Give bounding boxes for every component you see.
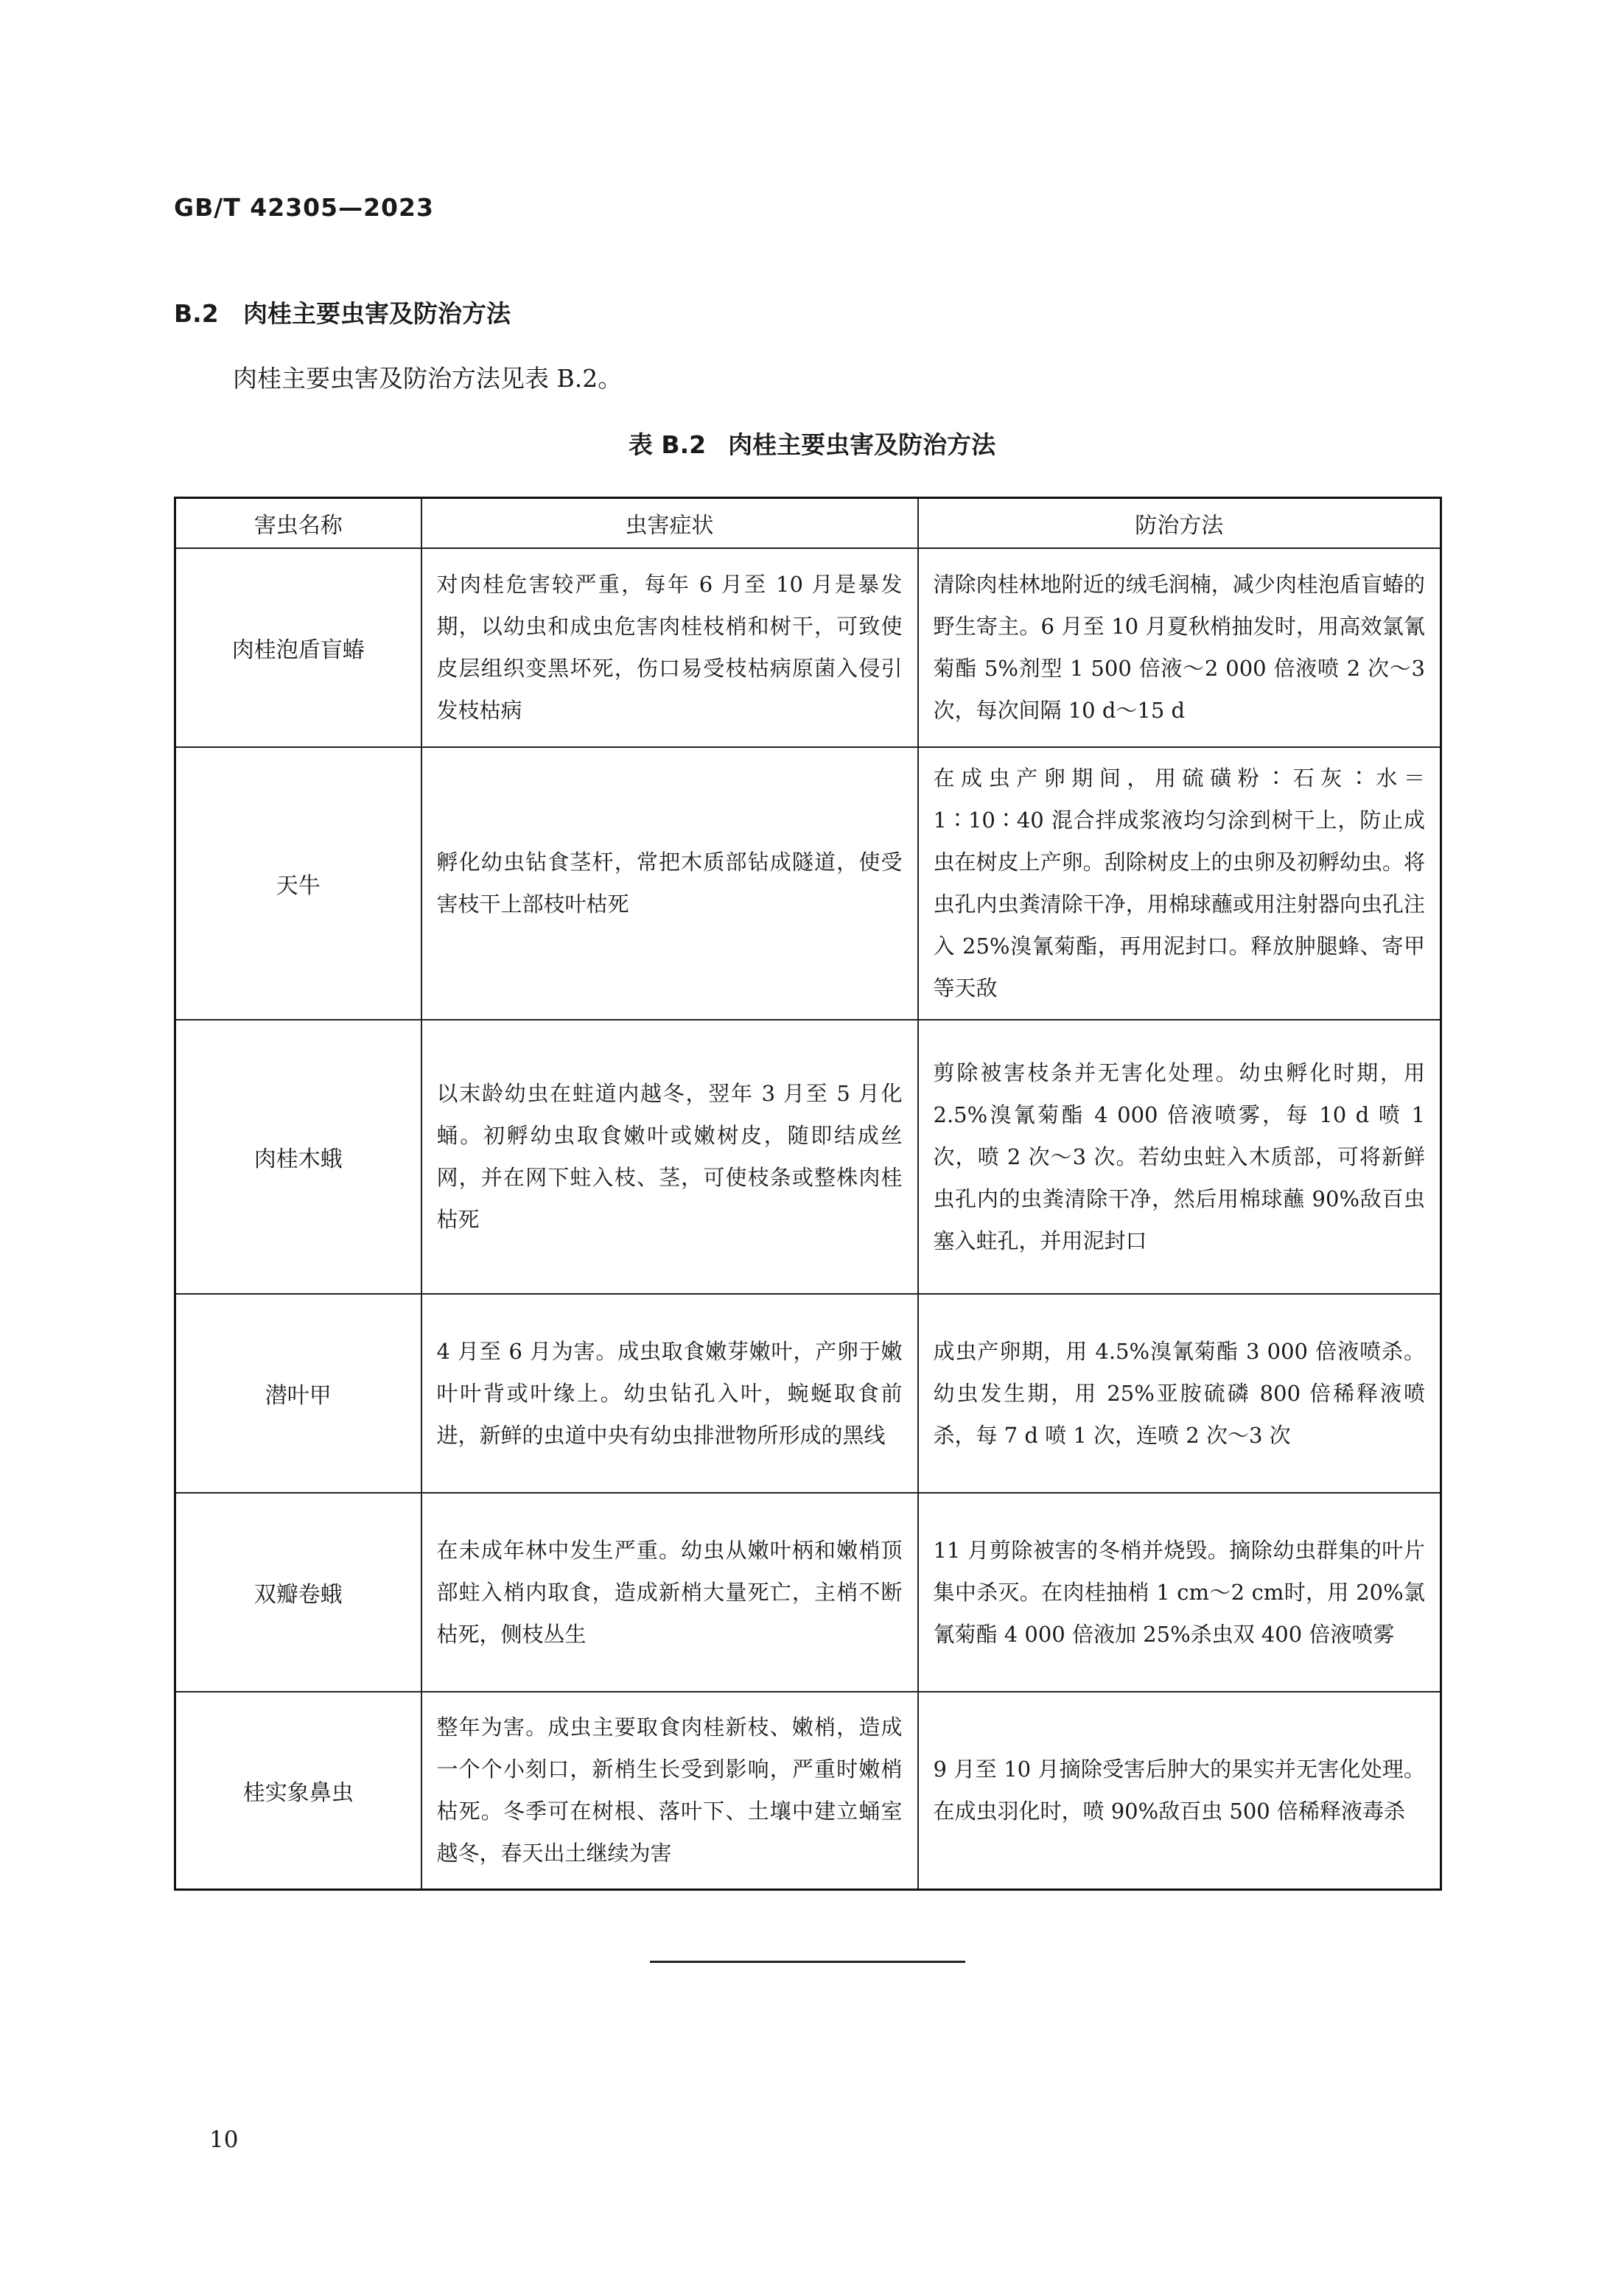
table-row — [175, 1020, 1441, 1294]
pest-name-cell: 双瓣卷蛾 — [175, 1493, 421, 1692]
section-number: B.2 — [174, 299, 219, 328]
table-header-row — [175, 498, 1441, 549]
section-title: 肉桂主要虫害及防治方法 — [243, 299, 511, 328]
symptom-cell: 4 月至 6 月为害。成虫取食嫩芽嫩叶，产卵于嫩叶叶背或叶缘上。幼虫钻孔入叶，蜿蜒取食前进，新鲜的虫道中央有幼虫排泄物所形成的黑线 — [421, 1294, 918, 1493]
column-header-pest-name: 害虫名称 — [175, 498, 421, 549]
table-caption — [0, 426, 1624, 461]
section-intro: 肉桂主要虫害及防治方法见表 B.2。 — [233, 364, 623, 393]
table-row — [175, 548, 1441, 747]
control-cell: 11 月剪除被害的冬梢并烧毁。摘除幼虫群集的叶片集中杀灭。在肉桂抽梢 1 cm～2 cm时，用 20%氯氰菊酯 4 000 倍液加 25%杀虫双 400 倍液喷雾 — [918, 1493, 1441, 1692]
table-number: 表 B.2 — [628, 430, 707, 459]
symptom-cell: 对肉桂危害较严重，每年 6 月至 10 月是暴发期，以幼虫和成虫危害肉桂枝梢和树干，可致使皮层组织变黑坏死，伤口易受枝枯病原菌入侵引发枝枯病 — [421, 548, 918, 747]
end-of-document-rule — [650, 1961, 965, 1963]
table-row — [175, 1493, 1441, 1692]
column-header-control: 防治方法 — [918, 498, 1441, 549]
table-row — [175, 1692, 1441, 1889]
control-cell: 成虫产卵期，用 4.5%溴氰菊酯 3 000 倍液喷杀。幼虫发生期，用 25%亚胺硫磷 800 倍稀释液喷杀，每 7 d 喷 1 次，连喷 2 次～3 次 — [918, 1294, 1441, 1493]
table-row — [175, 747, 1441, 1020]
pest-name-cell: 天牛 — [175, 747, 421, 1020]
pest-name-cell: 肉桂木蛾 — [175, 1020, 421, 1294]
control-cell: 剪除被害枝条并无害化处理。幼虫孵化时期，用 2.5%溴氰菊酯 4 000 倍液喷雾，每 10 d 喷 1 次，喷 2 次～3 次。若幼虫蛀入木质部，可将新鲜虫孔内的虫粪清除干净，然后用棉球蘸 90%敌百虫塞入蛀孔，并用泥封口 — [918, 1020, 1441, 1294]
column-header-symptom: 虫害症状 — [421, 498, 918, 549]
table-title: 肉桂主要虫害及防治方法 — [728, 430, 996, 459]
pest-control-table — [174, 497, 1442, 1891]
symptom-cell: 整年为害。成虫主要取食肉桂新枝、嫩梢，造成一个个小刻口，新梢生长受到影响，严重时嫩梢枯死。冬季可在树根、落叶下、土壤中建立蛹室越冬，春天出土继续为害 — [421, 1692, 918, 1889]
symptom-cell: 孵化幼虫钻食茎杆，常把木质部钻成隧道，使受害枝干上部枝叶枯死 — [421, 747, 918, 1020]
section-heading — [174, 295, 511, 329]
standard-code: GB/T 42305—2023 — [174, 193, 434, 222]
symptom-cell: 以末龄幼虫在蛀道内越冬，翌年 3 月至 5 月化蛹。初孵幼虫取食嫩叶或嫩树皮，随即结成丝网，并在网下蛀入枝、茎，可使枝条或整株肉桂枯死 — [421, 1020, 918, 1294]
control-cell: 清除肉桂林地附近的绒毛润楠，减少肉桂泡盾盲蝽的野生寄主。6 月至 10 月夏秋梢抽发时，用高效氯氰菊酯 5%剂型 1 500 倍液～2 000 倍液喷 2 次～3 次，每次间隔 10 d～15 d — [918, 548, 1441, 747]
pest-name-cell: 潜叶甲 — [175, 1294, 421, 1493]
pest-name-cell: 桂实象鼻虫 — [175, 1692, 421, 1889]
page-number: 10 — [209, 2126, 239, 2153]
symptom-cell: 在未成年林中发生严重。幼虫从嫩叶柄和嫩梢顶部蛀入梢内取食，造成新梢大量死亡，主梢不断枯死，侧枝丛生 — [421, 1493, 918, 1692]
pest-name-cell: 肉桂泡盾盲蝽 — [175, 548, 421, 747]
table-row — [175, 1294, 1441, 1493]
control-cell: 9 月至 10 月摘除受害后肿大的果实并无害化处理。在成虫羽化时，喷 90%敌百虫 500 倍稀释液毒杀 — [918, 1692, 1441, 1889]
control-cell: 在成虫产卵期间，用硫磺粉∶石灰∶水＝1∶10∶40 混合拌成浆液均匀涂到树干上，防止成虫在树皮上产卵。刮除树皮上的虫卵及初孵幼虫。将虫孔内虫粪清除干净，用棉球蘸或用注射器向虫孔注入 25%溴氰菊酯，再用泥封口。释放肿腿蜂、寄甲等天敌 — [918, 747, 1441, 1020]
